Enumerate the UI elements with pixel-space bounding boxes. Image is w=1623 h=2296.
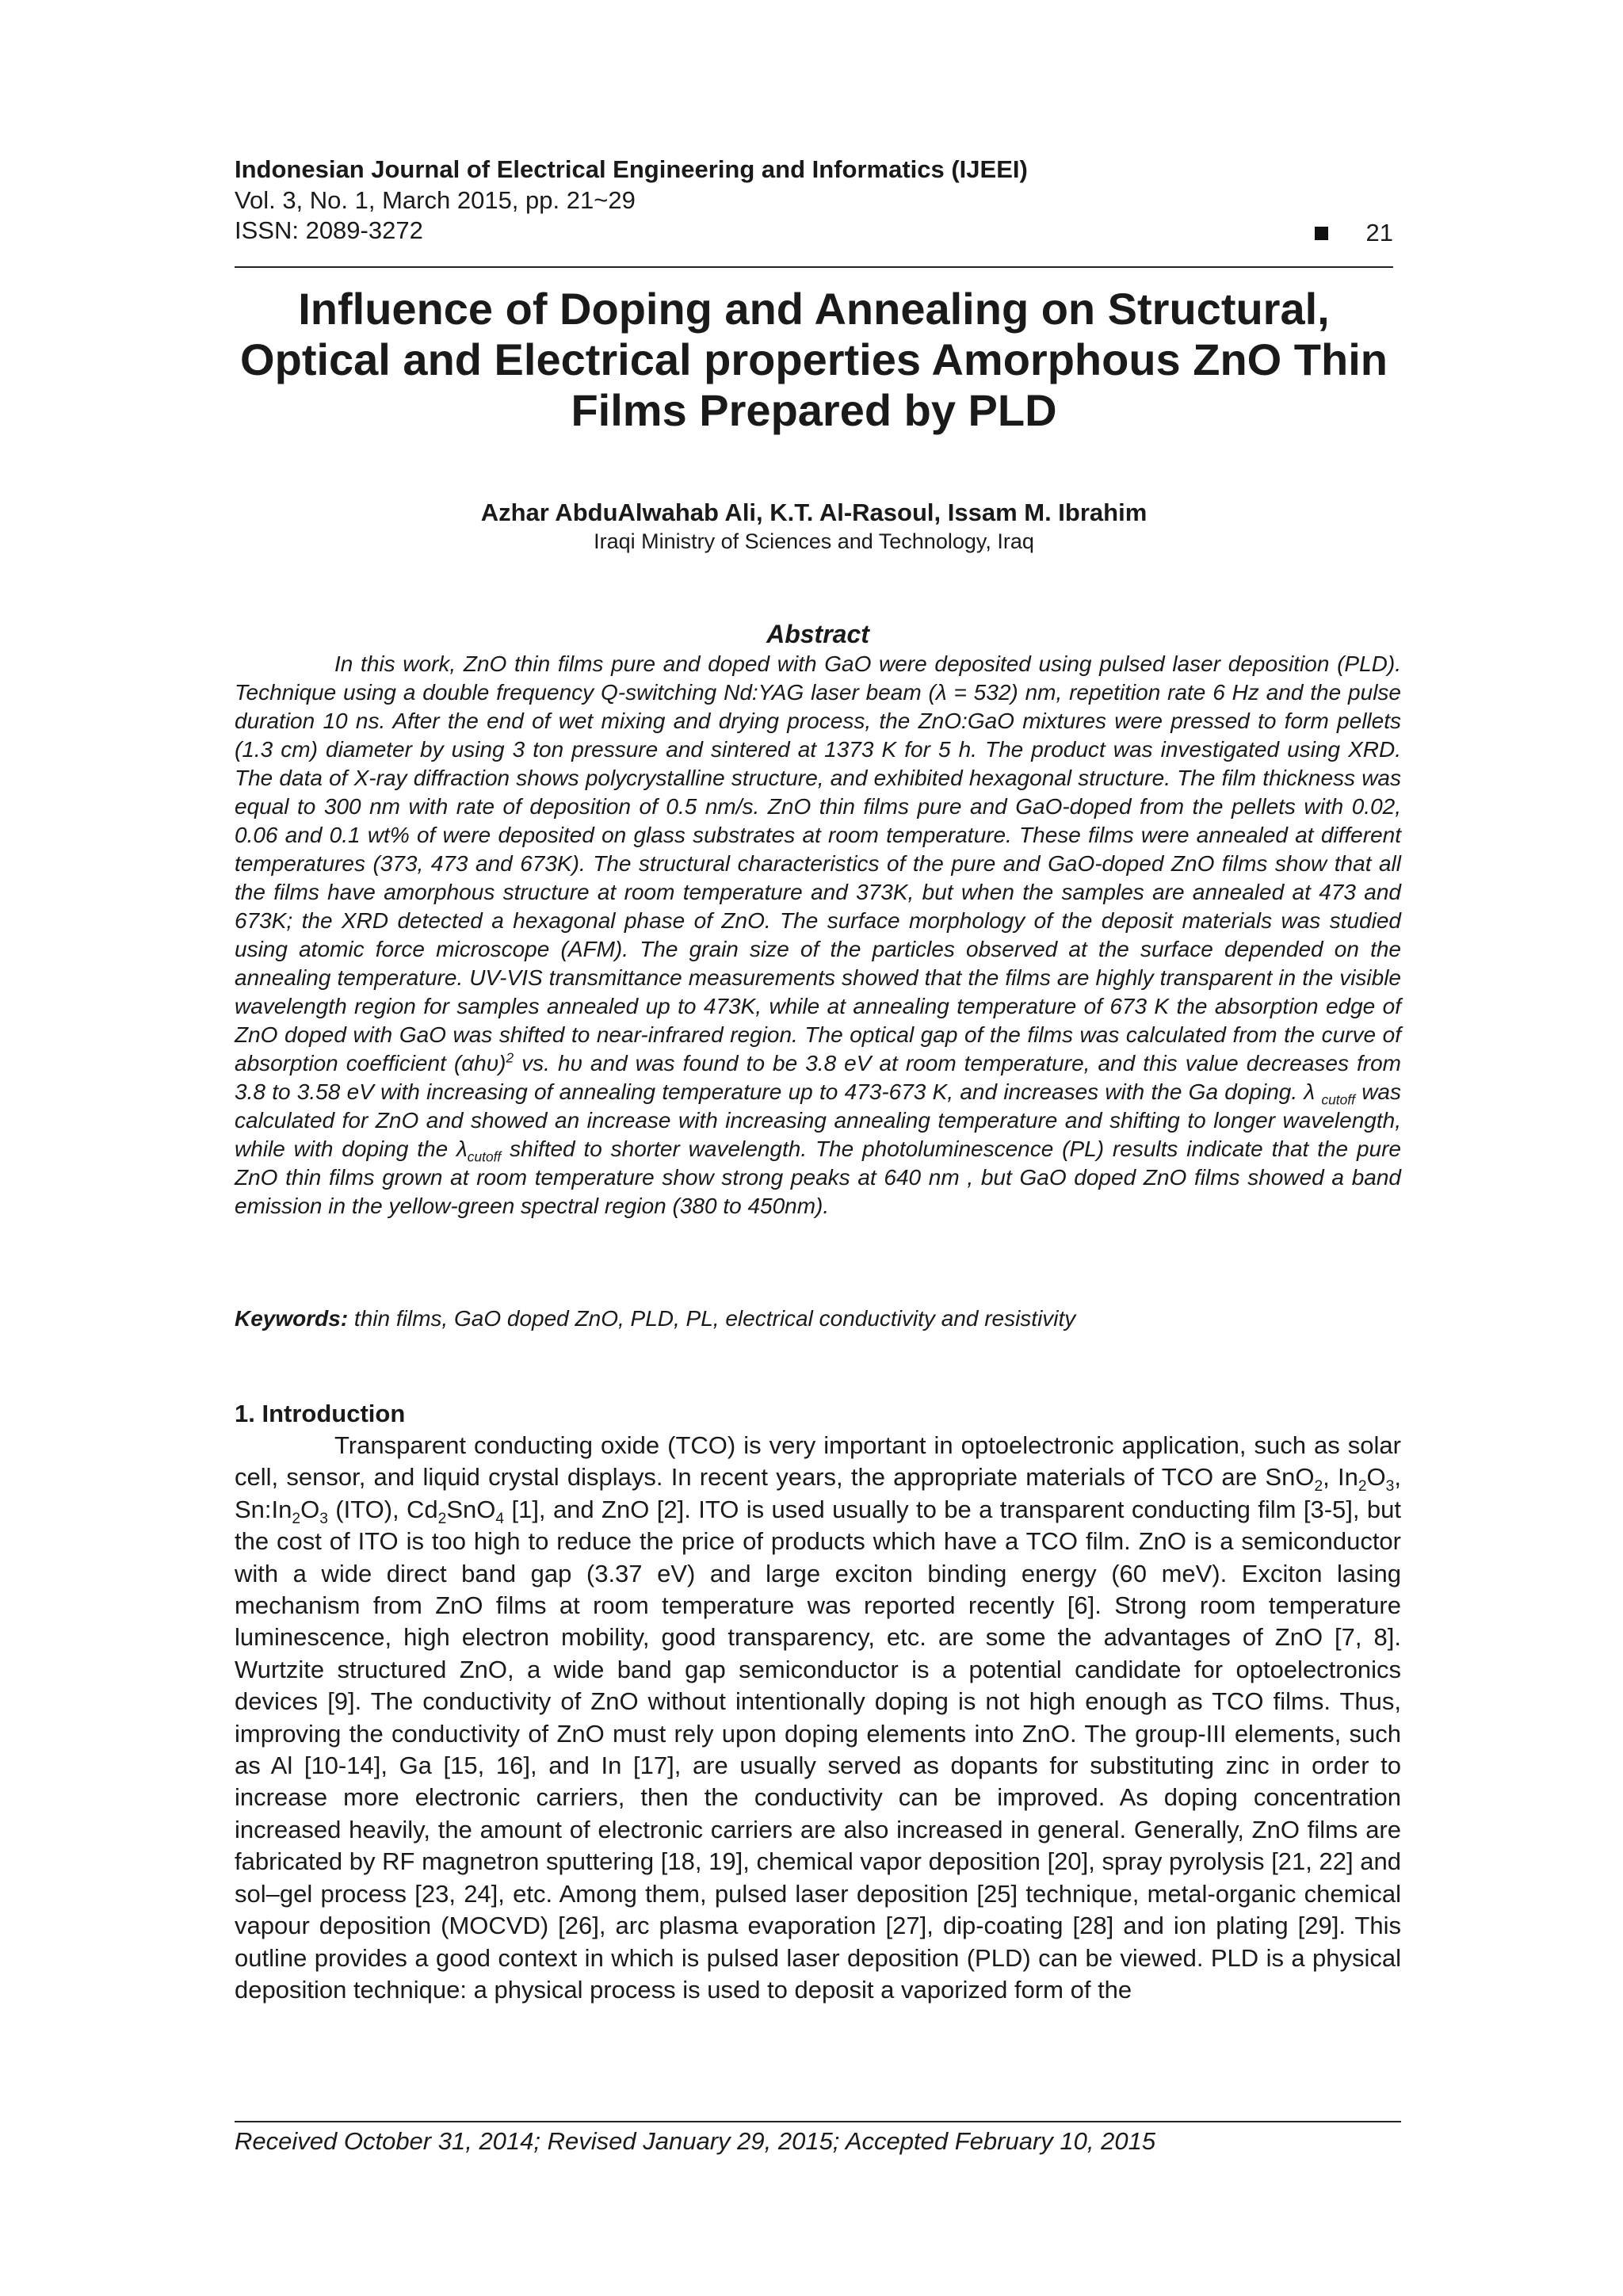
intro-text: , In [1323,1463,1358,1492]
intro-text: SnO [446,1495,496,1523]
paper-affiliation: Iraqi Ministry of Sciences and Technology, Iraq [594,529,1034,553]
abstract-subscript-1: cutoff [1321,1091,1355,1108]
intro-text: (ITO), Cd [327,1495,438,1523]
received-dates: Received October 31, 2014; Revised January 29, 2015; Accepted February 10, 2015 [235,2127,1156,2155]
abstract-heading: Abstract [766,620,869,648]
page-number: 21 [1365,219,1393,246]
introduction-body [235,1430,1401,2006]
intro-subscript: 2 [1314,1478,1323,1496]
intro-subscript: 4 [495,1511,505,1527]
intro-subscript: 3 [1385,1478,1395,1496]
running-header [235,154,1393,246]
abstract-body [235,650,1401,1221]
abstract-text-3: was calculated for ZnO and showed an increase with increasing annealing temperature and shifting to longer wavelength, while with doping the λ [235,1079,1401,1161]
keywords-label: Keywords: [235,1306,349,1331]
abstract-subscript-2: cutoff [467,1148,502,1165]
abstract-text-1: In this work, ZnO thin films pure and doped with GaO were deposited using pulsed laser deposition (PLD). Technique using a double frequency Q-switching Nd:YAG laser beam (λ = 532) nm, repetition rate 6 Hz and the pulse duration 10 ns. After the end of wet mixing and drying process, the ZnO:GaO mixtures were pressed to form pellets (1.3 cm) diameter by using 3 ton pressure and sintered at 1373 K for 5 h. The product was investigated using XRD. The data of X-ray diffraction shows polycrystalline structure, and exhibited hexagonal structure. The film thickness was equal to 300 nm with rate of deposition of 0.5 nm/s. ZnO thin films pure and GaO-doped from the pellets with 0.02, 0.06 and 0.1 wt% of were deposited on glass substrates at room temperature. These films were annealed at different temperatures (373, 473 and 673K). The structural characteristics of the pure and GaO-doped ZnO films show that all the films have amorphous structure at room temperature and 373K, but when the samples are annealed at 473 and 673K; the XRD detected a hexagonal phase of ZnO. The surface morphology of the deposit materials was studied using atomic force microscope (AFM). The grain size of the particles observed at the surface depended on the annealing temperature. UV-VIS transmittance measurements showed that the films are highly transparent in the visible wavelength region for samples annealed up to 473K, while at annealing temperature of 673 K the absorption edge of ZnO doped with GaO was shifted to near-infrared region. The optical gap of the films was calculated from the curve of absorption coefficient (αhυ) [235,651,1401,1075]
intro-text: [1], and ZnO [2]. ITO is used usually to be a transparent conducting film [3-5], but the cost of ITO is too high to reduce the price of products which have a TCO film. ZnO is a semiconductor with a wide direct band gap (3.37 eV) and large exciton binding energy (60 meV). Exciton lasing mechanism from ZnO films at room temperature was reported recently [6]. Strong room temperature luminescence, high electron mobility, good transparency, etc. are some the advantages of ZnO [7, 8]. Wurtzite structured ZnO, a wide band gap semiconductor is a potential candidate for optoelectronics devices [9]. The conductivity of ZnO without intentionally doping is not high enough as TCO films. Thus, improving the conductivity of ZnO must rely upon doping elements into ZnO. The group-III elements, such as Al [10-14], Ga [15, 16], and In [17], are usually served as dopants for substituting zinc in order to increase more electronic carriers, then the conductivity can be improved. As doping concentration increased heavily, the amount of electronic carriers are also increased in general. Generally, ZnO films are fabricated by RF magnetron sputtering [18, 19], chemical vapor deposition [20], spray pyrolysis [21, 22] and sol–gel process [23, 24], etc. Among them, pulsed laser deposition [25] technique, metal-organic chemical vapour deposition (MOCVD) [26], arc plasma evaporation [27], dip-coating [28] and ion plating [29]. This outline provides a good context in which is pulsed laser deposition (PLD) can be viewed. PLD is a physical deposition technique: a physical process is used to deposit a vaporized form of the [235,1495,1402,2004]
journal-issn: ISSN: 2089-3272 [235,216,423,244]
intro-text: Transparent conducting oxide (TCO) is very important in optoelectronic application, such as solar cell, sensor, and liquid crystal displays. In recent years, the appropriate materials of TCO are SnO [235,1431,1401,1492]
paper-title: Influence of Doping and Annealing on Structural, Optical and Electrical properties Amorphous ZnO Thin Films Prepared by PLD [240,284,1388,435]
section-heading-introduction: 1. Introduction [235,1400,406,1427]
intro-text: O [1366,1463,1386,1492]
journal-volume: Vol. 3, No. 1, March 2015, pp. 21~29 [235,186,636,214]
footer-divider [235,2121,1401,2122]
intro-text: O [300,1495,320,1523]
paper-authors: Azhar AbduAlwahab Ali, K.T. Al-Rasoul, Issam M. Ibrahim [480,499,1148,526]
intro-subscript: 2 [437,1511,447,1527]
square-bullet-icon [1315,227,1328,240]
abstract-text-2: vs. hυ and was found to be 3.8 eV at room temperature, and this value decreases from 3.8 to 3.58 eV with increasing of annealing temperature up to 473-673 K, and increases with the Ga doping. λ [235,1051,1402,1104]
intro-subscript: 2 [292,1511,301,1527]
header-divider [235,266,1393,268]
page-number-block [1315,219,1393,247]
intro-subscript: 3 [319,1511,328,1527]
abstract-text-4: shifted to shorter wavelength. The photoluminescence (PL) results indicate that the pure ZnO thin films grown at room temperature show strong peaks at 640 nm , but GaO doped ZnO films showed a band emission in the yellow-green spectral region (380 to 450nm). [235,1137,1401,1218]
keywords-line [235,1305,1401,1333]
keywords-text: thin films, GaO doped ZnO, PLD, PL, electrical conductivity and resistivity [348,1306,1076,1331]
abstract-superscript: 2 [506,1049,514,1066]
intro-text: , Sn:In [235,1463,1401,1523]
intro-subscript: 2 [1358,1478,1367,1496]
journal-name: Indonesian Journal of Electrical Engineering and Informatics (IJEEI) [235,155,1028,183]
